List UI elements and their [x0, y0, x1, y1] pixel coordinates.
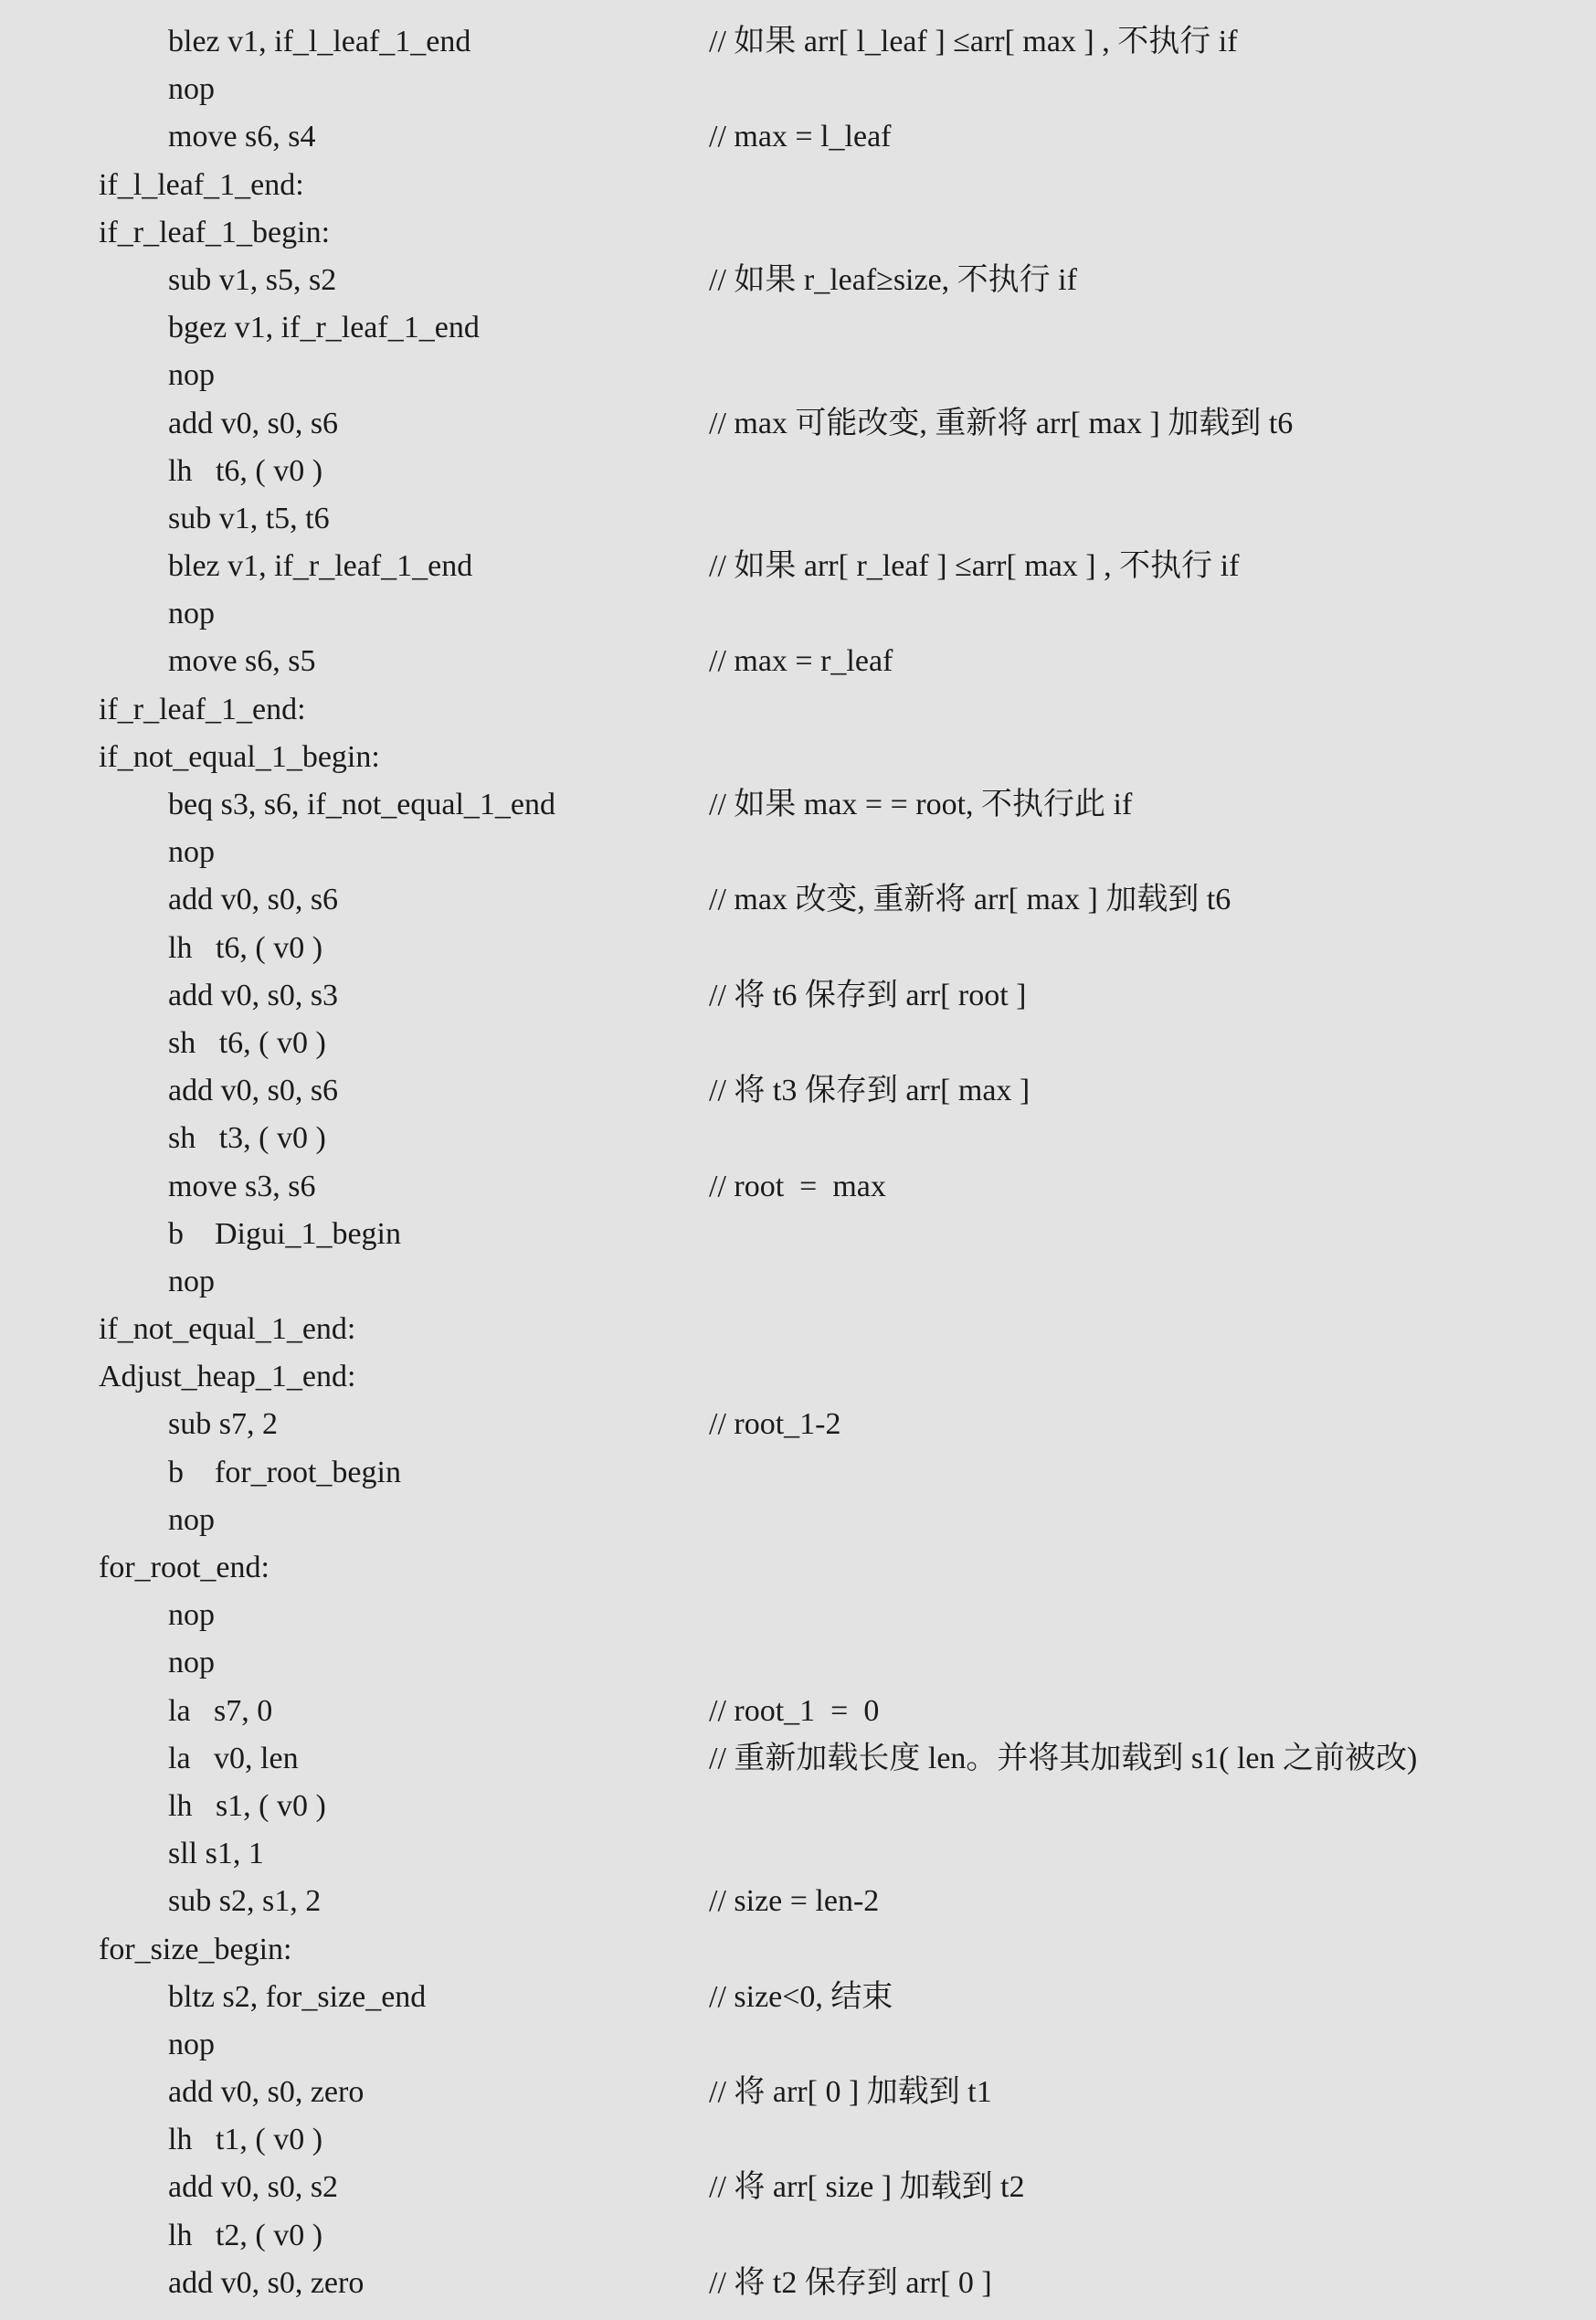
code-line [0, 1449, 1596, 1497]
code-label-line [0, 209, 1596, 257]
code-label: for_root_end: [99, 1551, 270, 1584]
code-instruction: add v0, s0, s2 [168, 2170, 339, 2205]
code-line [0, 352, 1596, 399]
code-line [0, 1497, 1596, 1544]
code-line [0, 1878, 1596, 1925]
code-instruction: add v0, s0, s6 [168, 1074, 339, 1108]
code-instruction: add v0, s0, s3 [168, 978, 339, 1012]
code-label-line [0, 1926, 1596, 1974]
code-comment: // max 可能改变, 重新将 arr[ max ] 加载到 t6 [709, 406, 1294, 440]
code-label: Adjust_heap_1_end: [99, 1360, 356, 1394]
code-instruction: nop [168, 1598, 215, 1633]
code-line [0, 2260, 1596, 2307]
code-line [0, 1688, 1596, 1735]
code-comment: // size<0, 结束 [709, 1979, 893, 2014]
code-line [0, 590, 1596, 638]
code-line [0, 1783, 1596, 1830]
code-instruction: lh t2, ( v0 ) [168, 2218, 323, 2252]
code-instruction: lh t1, ( v0 ) [168, 2123, 323, 2157]
code-line [0, 495, 1596, 543]
code-line [0, 1163, 1596, 1211]
code-line [0, 781, 1596, 829]
code-instruction: sub s7, 2 [168, 1407, 278, 1442]
code-line [0, 2069, 1596, 2116]
code-line [0, 1592, 1596, 1639]
code-label-line [0, 1353, 1596, 1401]
code-label-line [0, 1306, 1596, 1353]
code-line [0, 400, 1596, 448]
code-label-line [0, 686, 1596, 734]
code-comment: // root_1-2 [709, 1407, 841, 1442]
code-instruction: la s7, 0 [168, 1693, 273, 1728]
code-instruction: move s6, s4 [168, 120, 316, 154]
code-line [0, 972, 1596, 1020]
code-comment: // 将 arr[ 0 ] 加载到 t1 [709, 2075, 992, 2110]
code-instruction: add v0, s0, s6 [168, 406, 339, 440]
code-instruction: add v0, s0, s6 [168, 883, 339, 917]
code-line [0, 1115, 1596, 1162]
code-instruction: nop [168, 835, 215, 870]
code-line [0, 2021, 1596, 2069]
code-label: if_not_equal_1_end: [99, 1312, 356, 1347]
code-instruction: nop [168, 2027, 215, 2061]
code-line [0, 1639, 1596, 1687]
code-instruction: nop [168, 358, 215, 393]
code-instruction: lh t6, ( v0 ) [168, 930, 323, 965]
code-line [0, 638, 1596, 685]
code-instruction: sh t6, ( v0 ) [168, 1025, 326, 1060]
code-label-line [0, 1544, 1596, 1592]
code-comment: // max = r_leaf [709, 644, 893, 679]
code-comment: // 如果 r_leaf≥size, 不执行 if [709, 262, 1077, 297]
code-line [0, 2212, 1596, 2260]
code-instruction: nop [168, 1646, 215, 1680]
code-instruction: b Digui_1_begin [168, 1216, 401, 1251]
code-label: if_r_leaf_1_end: [99, 692, 306, 726]
code-line [0, 448, 1596, 495]
code-instruction: la v0, len [168, 1741, 299, 1775]
code-instruction: move s6, s5 [168, 644, 316, 679]
code-comment: // 将 t3 保存到 arr[ max ] [709, 1074, 1031, 1108]
code-line [0, 1830, 1596, 1878]
code-line [0, 66, 1596, 113]
code-instruction: sh t3, ( v0 ) [168, 1121, 326, 1156]
code-instruction: nop [168, 1264, 215, 1298]
code-comment: // size = len-2 [709, 1884, 880, 1919]
code-instruction: b for_root_begin [168, 1455, 401, 1489]
code-line [0, 1211, 1596, 1258]
code-line [0, 1735, 1596, 1783]
code-instruction: blez v1, if_r_leaf_1_end [168, 549, 473, 584]
code-instruction: bltz s2, for_size_end [168, 1979, 427, 2014]
code-line [0, 829, 1596, 876]
code-comment: // root = max [709, 1169, 886, 1203]
code-instruction: nop [168, 597, 215, 631]
code-comment: // 将 t6 保存到 arr[ root ] [709, 978, 1027, 1012]
code-line [0, 543, 1596, 590]
code-line [0, 304, 1596, 352]
code-comment: // 将 t2 保存到 arr[ 0 ] [709, 2265, 992, 2300]
code-instruction: nop [168, 1502, 215, 1537]
code-line [0, 257, 1596, 304]
code-comment: // 如果 arr[ l_leaf ] ≤arr[ max ] , 不执行 if [709, 25, 1238, 58]
code-instruction: lh t6, ( v0 ) [168, 453, 323, 488]
code-label-line [0, 162, 1596, 209]
code-line [0, 113, 1596, 161]
code-comment: // 重新加载长度 len。并将其加载到 s1( len 之前被改) [709, 1741, 1418, 1775]
code-line [0, 2116, 1596, 2164]
code-comment: // 将 arr[ size ] 加载到 t2 [709, 2170, 1025, 2205]
code-line [0, 2164, 1596, 2211]
code-label: for_size_begin: [99, 1932, 292, 1966]
code-instruction: beq s3, s6, if_not_equal_1_end [168, 788, 555, 821]
code-instruction: add v0, s0, zero [168, 2265, 365, 2300]
code-instruction: bgez v1, if_r_leaf_1_end [168, 311, 480, 345]
code-instruction: lh s1, ( v0 ) [168, 1788, 326, 1823]
code-line [0, 1974, 1596, 2021]
code-instruction: nop [168, 72, 215, 107]
code-comment: // root_1 = 0 [709, 1693, 880, 1728]
code-comment: // 如果 arr[ r_leaf ] ≤arr[ max ] , 不执行 if [709, 549, 1240, 584]
code-comment: // max 改变, 重新将 arr[ max ] 加载到 t6 [709, 883, 1231, 917]
code-instruction: add v0, s0, zero [168, 2075, 365, 2110]
code-line [0, 1401, 1596, 1448]
code-line [0, 876, 1596, 924]
code-line [0, 1020, 1596, 1067]
code-comment: // max = l_leaf [709, 120, 892, 154]
code-instruction: sub v1, t5, t6 [168, 501, 330, 535]
code-line [0, 1067, 1596, 1115]
code-label: if_not_equal_1_begin: [99, 739, 380, 774]
code-line [0, 925, 1596, 972]
code-label: if_r_leaf_1_begin: [99, 215, 331, 249]
code-instruction: sll s1, 1 [168, 1837, 264, 1871]
code-line [0, 18, 1596, 66]
code-label-line [0, 734, 1596, 781]
code-instruction: blez v1, if_l_leaf_1_end [168, 25, 471, 58]
code-listing [0, 18, 1596, 2307]
code-comment: // 如果 max = = root, 不执行此 if [709, 788, 1133, 821]
code-instruction: sub v1, s5, s2 [168, 262, 337, 297]
code-instruction: move s3, s6 [168, 1169, 316, 1203]
code-instruction: sub s2, s1, 2 [168, 1884, 322, 1919]
code-label: if_l_leaf_1_end: [99, 167, 304, 202]
code-line [0, 1258, 1596, 1306]
